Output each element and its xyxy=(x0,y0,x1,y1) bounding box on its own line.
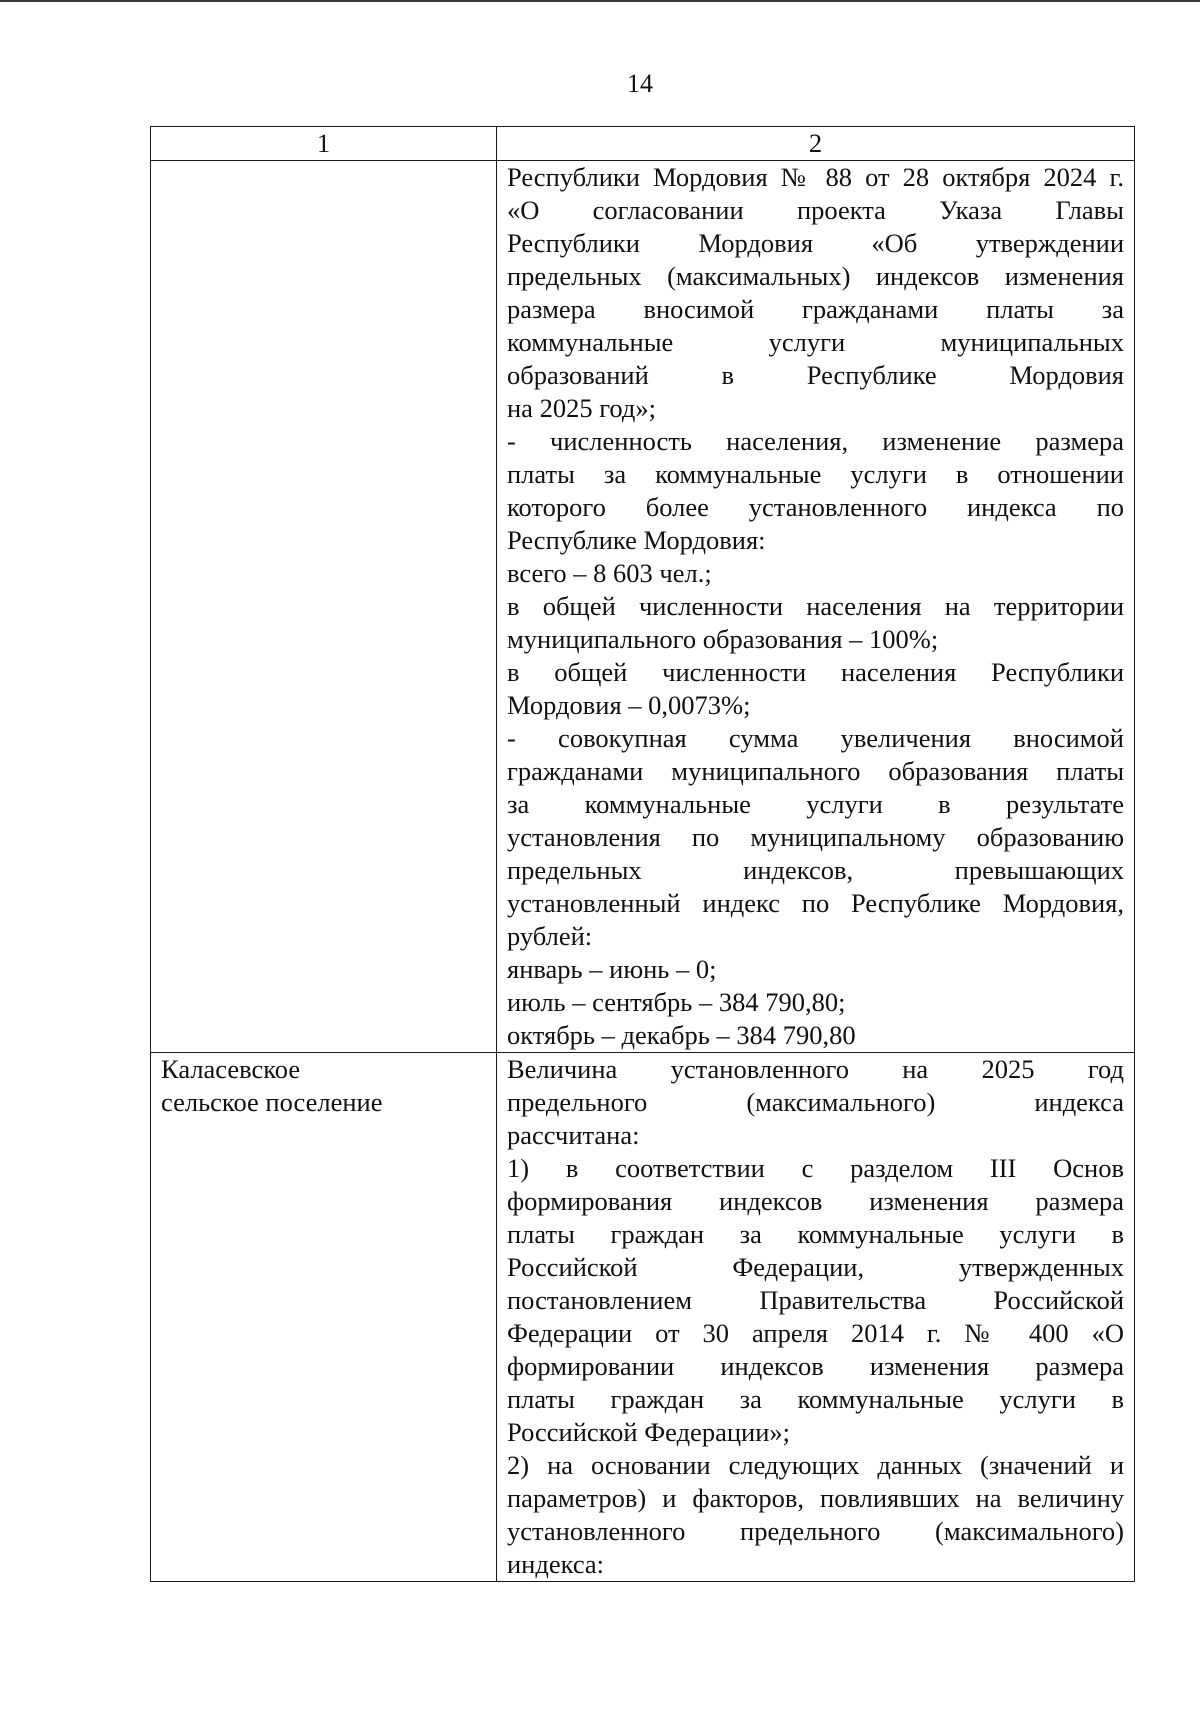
description-text-line: формирования индексов изменения размера xyxy=(507,1186,1124,1216)
description-text-line: в общей численности населения на территории xyxy=(507,591,1124,621)
description-text-line: рассчитана: xyxy=(507,1120,640,1150)
description-text-line: платы за коммунальные услуги в отношении xyxy=(507,459,1124,489)
description-text-line: постановлением Правительства Российской xyxy=(507,1285,1124,1315)
description-text-line: коммунальные услуги муниципальных xyxy=(507,327,1124,357)
table-header-row xyxy=(151,127,1135,161)
description-text-line: всего – 8 603 чел.; xyxy=(507,558,712,588)
description-text-line: предельных (максимальных) индексов изменения xyxy=(507,261,1124,291)
description-text-line: Мордовия – 0,0073%; xyxy=(507,690,751,720)
column-header-1: 1 xyxy=(151,127,497,161)
description-text-line: - численность населения, изменение размера xyxy=(507,426,1124,456)
description-text-line: июль – сентябрь – 384 790,80; xyxy=(507,987,846,1017)
description-text-line: «О согласовании проекта Указа Главы xyxy=(507,195,1124,225)
description-text-line: формировании индексов изменения размера xyxy=(507,1351,1124,1381)
description-text-line: Республике Мордовия: xyxy=(507,525,766,555)
description-text-line: параметров) и факторов, повлиявших на величину xyxy=(507,1483,1124,1513)
description-text-line: 1) в соответствии с разделом III Основ xyxy=(507,1153,1124,1183)
description-text-line: предельных индексов, превышающих xyxy=(507,855,1124,885)
column-header-2: 2 xyxy=(497,127,1135,161)
description-text-line: Величина установленного на 2025 год xyxy=(507,1054,1124,1084)
description-text-line: установления по муниципальному образованию xyxy=(507,822,1124,852)
description-text-line: муниципального образования – 100%; xyxy=(507,624,939,654)
description-text-line: январь – июнь – 0; xyxy=(507,954,717,984)
description-text-line: октябрь – декабрь – 384 790,80 xyxy=(507,1020,856,1050)
description-text-line: индекса: xyxy=(507,1549,605,1579)
description-text-line: Федерации от 30 апреля 2014 г. № 400 «О xyxy=(507,1318,1124,1348)
description-text-line: которого более установленного индекса по xyxy=(507,492,1124,522)
document-table xyxy=(150,126,1135,1582)
description-text-line: гражданами муниципального образования платы xyxy=(507,756,1124,786)
description-cell xyxy=(497,161,1135,1053)
description-text-line: - совокупная сумма увеличения вносимой xyxy=(507,723,1124,753)
description-text-line: рублей: xyxy=(507,921,593,951)
description-text-line: Республики Мордовия № 88 от 28 октября 2024 г. xyxy=(507,162,1124,192)
description-text-line: на 2025 год»; xyxy=(507,393,656,423)
description-text-line: предельного (максимального) индекса xyxy=(507,1087,1124,1117)
page-top-border xyxy=(0,0,1200,2)
page-number: 14 xyxy=(627,69,653,98)
description-text-line: Республики Мордовия «Об утверждении xyxy=(507,228,1124,258)
description-text-line: 2) на основании следующих данных (значений и xyxy=(507,1450,1124,1480)
municipality-name-line: Каласевское xyxy=(161,1054,301,1084)
municipality-cell xyxy=(151,161,497,1053)
description-text-line: образований в Республике Мордовия xyxy=(507,360,1124,390)
table-row xyxy=(151,1053,1135,1582)
description-text-line: платы граждан за коммунальные услуги в xyxy=(507,1384,1124,1414)
description-text-line: Российской Федерации»; xyxy=(507,1417,790,1447)
description-text-line: в общей численности населения Республики xyxy=(507,657,1124,687)
table-body xyxy=(151,161,1135,1582)
description-text-line: платы граждан за коммунальные услуги в xyxy=(507,1219,1124,1249)
description-text-line: установленный индекс по Республике Мордовия, xyxy=(507,888,1124,918)
description-text-line: Российской Федерации, утвержденных xyxy=(507,1252,1124,1282)
description-cell xyxy=(497,1053,1135,1582)
municipality-name-line: сельское поселение xyxy=(161,1087,383,1117)
description-text-line: за коммунальные услуги в результате xyxy=(507,789,1124,819)
description-text-line: установленного предельного (максимального) xyxy=(507,1516,1124,1546)
description-text-line: размера вносимой гражданами платы за xyxy=(507,294,1124,324)
municipality-cell xyxy=(151,1053,497,1582)
table-row xyxy=(151,161,1135,1053)
